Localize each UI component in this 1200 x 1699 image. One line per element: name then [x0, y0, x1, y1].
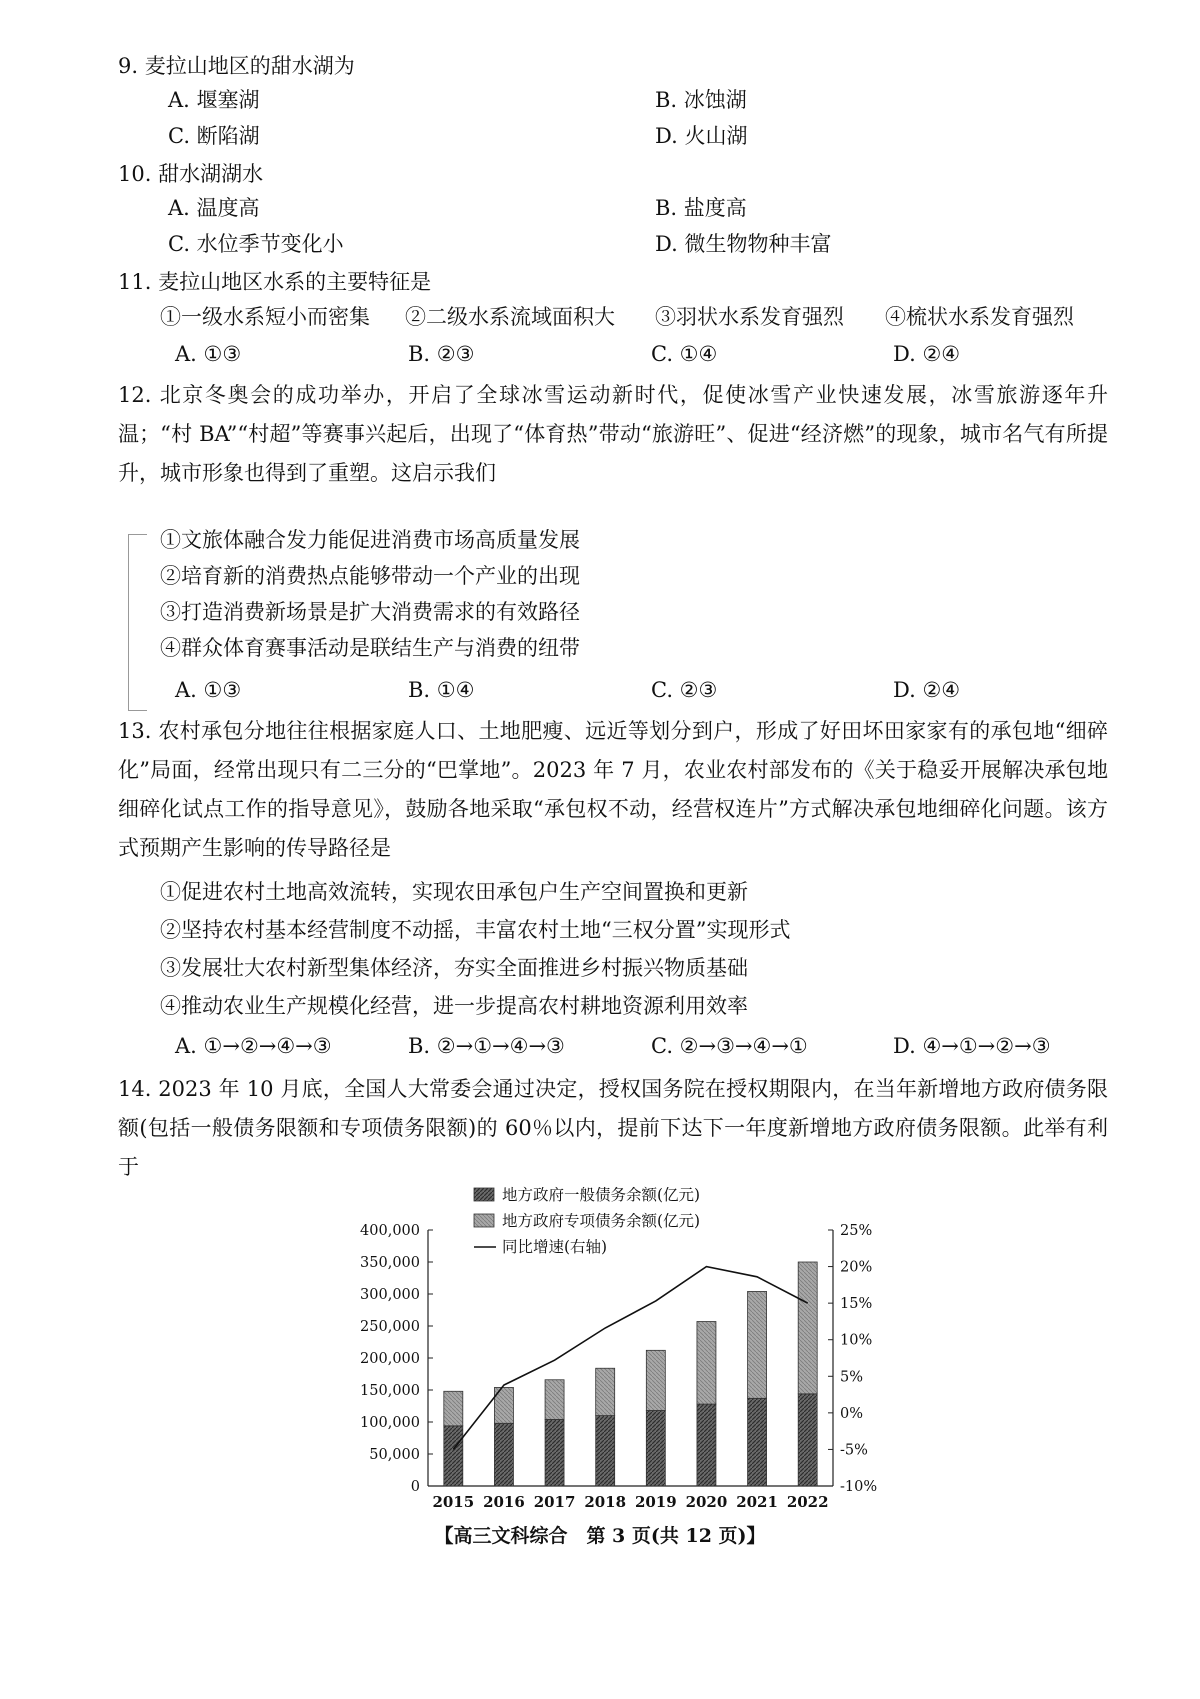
bar-general: [596, 1416, 615, 1486]
bar-general: [748, 1398, 767, 1486]
q10-option-a: A. 温度高: [168, 196, 260, 220]
left-tick-label: 200,000: [360, 1351, 420, 1367]
bar-special: [444, 1391, 463, 1426]
q11-item-2: ②二级水系流域面积大: [405, 305, 615, 329]
q13-option-d: D. ④→①→②→③: [893, 1034, 1051, 1058]
x-tick-label: 2019: [634, 1493, 677, 1511]
right-tick-label: 25%: [840, 1223, 873, 1239]
left-tick-label: 250,000: [360, 1319, 420, 1335]
right-tick-label: -5%: [840, 1442, 868, 1459]
x-tick-label: 2020: [685, 1493, 728, 1511]
q13-item-1: ①促进农村土地高效流转，实现农田承包户生产空间置换和更新: [160, 880, 748, 904]
page-footer: 【高三文科综合 第 3 页(共 12 页)】: [434, 1525, 766, 1547]
bar-special: [697, 1322, 716, 1405]
q12-option-c: C. ②③: [651, 678, 718, 702]
bar-special: [646, 1350, 665, 1410]
bar-general: [646, 1410, 665, 1486]
q13-item-2: ②坚持农村基本经营制度不动摇，丰富农村土地“三权分置”实现形式: [160, 918, 791, 942]
right-tick-label: 10%: [840, 1332, 873, 1349]
left-tick-label: 350,000: [360, 1255, 420, 1271]
q13-stem: 13. 农村承包分地往往根据家庭人口、土地肥瘦、远近等划分到户，形成了好田坏田家家有的承包地“细碎化”局面，经常出现只有二三分的“巴掌地”。2023 年 7 月，农业农村部发布的《关于稳妥开展解决承包地细碎化试点工作的指导意见》，鼓励各地采取“承包权不动，经营权连片”方式解决承包地细碎化问题。该方式预期产生影响的传导路径是: [118, 719, 1108, 860]
q11-option-d: D. ②④: [893, 342, 961, 366]
legend-label-general: 地方政府一般债务余额(亿元): [502, 1186, 701, 1204]
right-tick-label: 15%: [840, 1296, 873, 1313]
q12-item-1: ①文旅体融合发力能促进消费市场高质量发展: [160, 528, 580, 552]
bar-general: [444, 1426, 463, 1486]
x-tick-label: 2018: [584, 1493, 627, 1511]
bar-special: [798, 1262, 817, 1394]
q9-option-c: C. 断陷湖: [168, 124, 260, 148]
bar-special: [596, 1368, 615, 1415]
left-tick-label: 100,000: [360, 1415, 420, 1431]
q10-option-b: B. 盐度高: [655, 196, 747, 220]
bar-special: [545, 1380, 564, 1420]
q11-item-1: ①一级水系短小而密集: [160, 305, 370, 329]
legend-label-special: 地方政府专项债务余额(亿元): [502, 1212, 701, 1230]
right-tick-label: 20%: [840, 1259, 873, 1276]
q11-option-a: A. ①③: [175, 342, 242, 366]
x-tick-label: 2015: [432, 1493, 475, 1511]
q9-stem: 9. 麦拉山地区的甜水湖为: [118, 54, 355, 78]
bar-general: [494, 1423, 513, 1486]
left-tick-label: 50,000: [369, 1447, 420, 1463]
x-tick-label: 2017: [533, 1493, 576, 1511]
left-tick-label: 300,000: [360, 1287, 420, 1303]
q11-item-3: ③羽状水系发育强烈: [655, 305, 844, 329]
q13-option-c: C. ②→③→④→①: [651, 1034, 808, 1058]
q14-stem: 14. 2023 年 10 月底，全国人大常委会通过决定，授权国务院在授权期限内，在当年新增地方政府债务限额(包括一般债务限额和专项债务限额)的 60％以内，提前下达下一年度新增地方政府债务限额。此举有利于: [118, 1077, 1108, 1179]
q13-item-4: ④推动农业生产规模化经营，进一步提高农村耕地资源利用效率: [160, 994, 748, 1018]
q13-option-a: A. ①→②→④→③: [175, 1034, 332, 1058]
q12-stem: 12. 北京冬奥会的成功举办，开启了全球冰雪运动新时代，促使冰雪产业快速发展，冰雪旅游逐年升温；“村 BA”“村超”等赛事兴起后，出现了“体育热”带动“旅游旺”、促进“经济燃”的现象，城市名气有所提升，城市形象也得到了重塑。这启示我们: [118, 383, 1108, 485]
left-tick-label: 150,000: [360, 1383, 420, 1399]
q12-item-4: ④群众体育赛事活动是联结生产与消费的纽带: [160, 636, 580, 660]
left-tick-label: 400,000: [360, 1223, 420, 1239]
q13-option-b: B. ②→①→④→③: [408, 1034, 565, 1058]
q11-item-4: ④梳状水系发育强烈: [885, 305, 1074, 329]
q9-option-d: D. 火山湖: [655, 124, 748, 148]
q12-items-bracket: [128, 534, 147, 711]
q12-option-d: D. ②④: [893, 678, 961, 702]
q11-option-c: C. ①④: [651, 342, 718, 366]
bar-special: [494, 1387, 513, 1423]
right-tick-label: 0%: [840, 1405, 864, 1422]
q12-option-a: A. ①③: [175, 678, 242, 702]
right-tick-label: 5%: [840, 1369, 864, 1386]
right-tick-label: -10%: [840, 1479, 878, 1495]
legend-label-growth: 同比增速(右轴): [502, 1238, 608, 1256]
q9-option-b: B. 冰蚀湖: [655, 88, 747, 112]
q12-item-3: ③打造消费新场景是扩大消费需求的有效路径: [160, 600, 580, 624]
q11-option-b: B. ②③: [408, 342, 475, 366]
legend-swatch-special: [474, 1214, 494, 1227]
bar-general: [697, 1404, 716, 1486]
growth-line: [453, 1267, 807, 1450]
bar-general: [798, 1394, 817, 1486]
x-tick-label: 2022: [786, 1493, 829, 1511]
bar-general: [545, 1419, 564, 1486]
x-tick-label: 2016: [483, 1493, 525, 1511]
q11-stem: 11. 麦拉山地区水系的主要特征是: [118, 270, 432, 294]
q12-item-2: ②培育新的消费热点能够带动一个产业的出现: [160, 564, 580, 588]
x-tick-label: 2021: [736, 1493, 778, 1511]
q13-item-3: ③发展壮大农村新型集体经济，夯实全面推进乡村振兴物质基础: [160, 956, 748, 980]
q12-option-b: B. ①④: [408, 678, 475, 702]
legend-swatch-general: [474, 1188, 494, 1201]
bar-special: [748, 1291, 767, 1398]
q10-stem: 10. 甜水湖湖水: [118, 162, 264, 186]
q9-option-a: A. 堰塞湖: [168, 88, 260, 112]
q10-option-d: D. 微生物物种丰富: [655, 232, 832, 256]
q10-option-c: C. 水位季节变化小: [168, 232, 344, 256]
left-tick-label: 0: [410, 1479, 420, 1495]
